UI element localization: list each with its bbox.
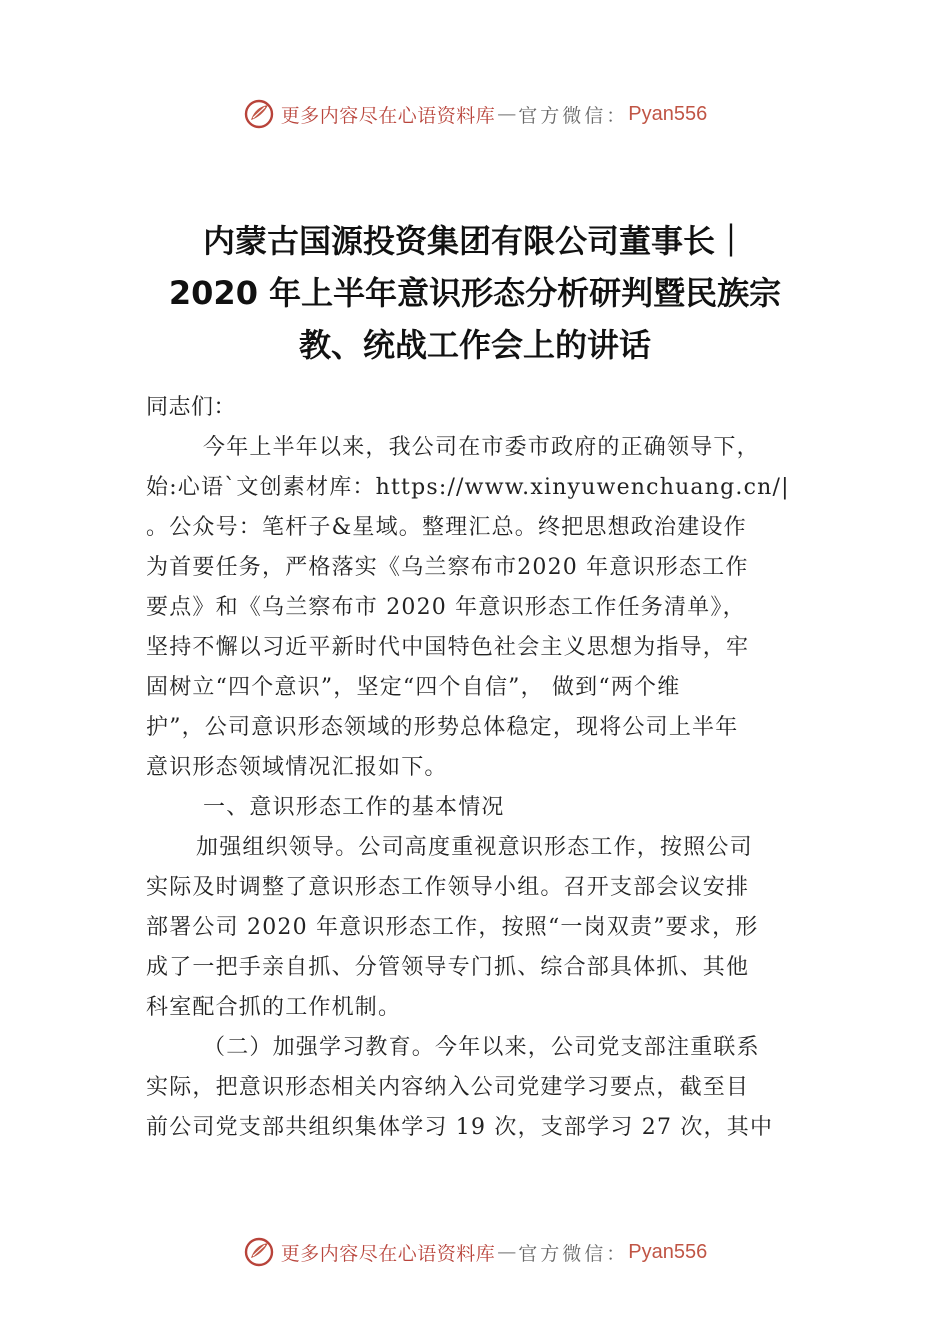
banner-wechat-id: Pyan556 (628, 102, 708, 125)
document-title (140, 215, 810, 371)
document-body (146, 388, 808, 1148)
paragraph-line: 前公司党支部共组织集体学习 19 次，支部学习 27 次，其中 (146, 1115, 774, 1140)
title-line: 内蒙古国源投资集团有限公司董事长｜ (202, 222, 747, 260)
paragraph-line: 坚持不懈以习近平新时代中国特色社会主义思想为指导，牢 (146, 635, 750, 660)
banner-separator: — (497, 103, 517, 125)
paragraph-line: 为首要任务，严格落实《乌兰察布市2020 年意识形态工作 (146, 555, 749, 580)
banner-separator: — (497, 1241, 517, 1263)
title-line: 2020 年上半年意识形态分析研判暨民族宗 (168, 274, 782, 312)
paragraph-line: 加强组织领导。公司高度重视意识形态工作，按照公司 (196, 835, 753, 860)
salutation: 同志们： (146, 395, 237, 420)
paragraph-line: 部署公司 2020 年意识形态工作，按照“一岗双责”要求，形 (146, 915, 759, 940)
banner-site-text: 更多内容尽在心语资料库 (280, 104, 496, 127)
banner-label: 官方微信： (518, 1242, 629, 1265)
paragraph-line: 实际及时调整了意识形态工作领导小组。召开支部会议安排 (146, 875, 750, 900)
banner-site-text: 更多内容尽在心语资料库 (280, 1242, 496, 1265)
banner-wechat-id: Pyan556 (628, 1240, 708, 1263)
paragraph-line: 要点》和《乌兰察布市 2020 年意识形态工作任务清单》， (146, 595, 746, 620)
brand-logo-icon (243, 98, 275, 130)
paragraph-line: 成了一把手亲自抓、分管领导专门抓、综合部具体抓、其他 (146, 955, 750, 980)
paragraph-line: （二）加强学习教育。今年以来，公司党支部注重联系 (203, 1035, 760, 1060)
paragraph-line: 固树立“四个意识”，坚定“四个自信”， 做到“两个维 (146, 675, 681, 700)
section-heading: 一、意识形态工作的基本情况 (203, 795, 505, 820)
title-line: 教、统战工作会上的讲话 (298, 326, 651, 364)
banner-label: 官方微信： (518, 104, 629, 127)
paragraph-line: 。公众号：笔杆子&星域。整理汇总。终把思想政治建设作 (146, 515, 747, 540)
paragraph-line: 实际，把意识形态相关内容纳入公司党建学习要点，截至目 (146, 1075, 750, 1100)
footer-banner (0, 1230, 950, 1274)
brand-logo-icon (243, 1236, 275, 1268)
header-banner (0, 92, 950, 136)
paragraph-line: 今年上半年以来，我公司在市委市政府的正确领导下， (203, 435, 760, 460)
paragraph-line: 护”，公司意识形态领域的形势总体稳定，现将公司上半年 (146, 715, 739, 740)
paragraph-line: 科室配合抓的工作机制。 (146, 995, 402, 1020)
paragraph-line: 始:心语`文创素材库：https://www.xinyuwenchuang.cn/| (146, 475, 790, 500)
paragraph-line: 意识形态领域情况汇报如下。 (146, 755, 448, 780)
